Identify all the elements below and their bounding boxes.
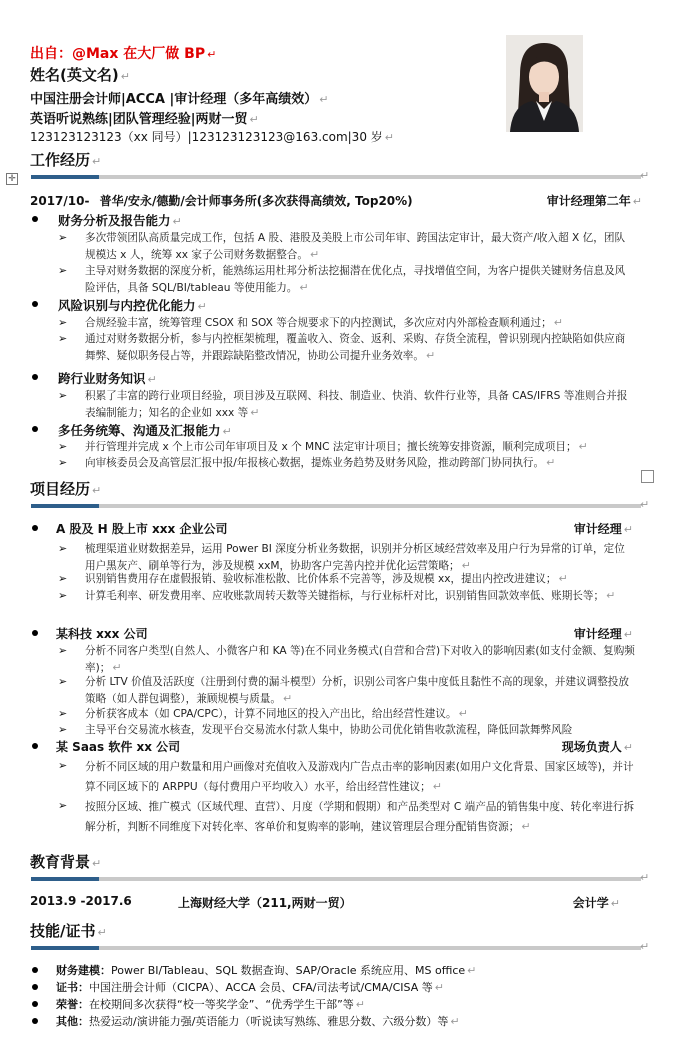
work-item-text: 多次带领团队高质量完成工作，包括 A 股、港股及美股上市公司年审、跨国法定审计，最大资产/收入超 X 亿，团队规模达 x 人，统筹 xx 家子公司财务数据整合。 (85, 232, 626, 261)
work-group-title: 多任务统筹、沟通及汇报能力 ↵ (58, 423, 232, 438)
section-divider-education (31, 877, 641, 881)
skill-item: 证书：中国注册会计师（CICPA）、ACCA 会员、CFA/司法考试/CMA/CISA 等 ↵ (56, 981, 444, 994)
skill-label: 其他： (56, 1015, 89, 1028)
arrow-bullet-icon: ➢ (58, 644, 68, 657)
work-group-title-text: 多任务统筹、沟通及汇报能力 (58, 423, 221, 438)
project-item-text: 计算毛利率、研发费用率、应收账款周转天数等关键指标，与行业标杆对比，识别销售回款效率低、账期长等； (85, 590, 605, 602)
project-role: 审计经理 (573, 522, 622, 536)
work-item-text: 合规经验丰富，统筹管理 CSOX 和 SOX 等合规要求下的内控测试，多次应对内外部检查顺利通过； (85, 317, 552, 329)
paragraph-mark: ↵ (640, 498, 650, 511)
project-item: 分析获客成本（如 CPA/CPC），计算不同地区的投入产出比，给出经营性建议。 ↵ (85, 707, 468, 720)
bullet-dot (32, 374, 38, 380)
work-item-text: 积累了丰富的跨行业项目经验，项目涉及互联网、科技、制造业、快消、软件行业等，具备 CAS/IFRS 等准则合并报表编制能力；知名的企业如 xxx 等 (85, 390, 628, 419)
skill-text: Power BI/Tableau、SQL 数据查询、SAP/Oracle 系统应用、MS office (111, 964, 466, 977)
bullet-dot (32, 301, 38, 307)
arrow-bullet-icon: ➢ (58, 332, 68, 345)
section-title-education-text: 教育背景 (30, 853, 91, 871)
bullet-dot (32, 1018, 38, 1024)
bullet-dot (32, 525, 38, 531)
work-role: 审计经理第二年 (546, 194, 631, 208)
education-period: 2013.9 -2017.6 (30, 894, 132, 908)
bullet-dot (32, 1001, 38, 1007)
title-line-2-text: 英语听说熟练|团队管理经验|两财一贸 (30, 112, 248, 127)
contact-text: 123123123123（xx 同号）|123123123123@163.com|30 岁 (30, 130, 383, 144)
arrow-bullet-icon: ➢ (58, 456, 68, 469)
work-item: 并行管理并完成 x 个上市公司年审项目及 x 个 MNC 法定审计项目；擅长统筹安排资源，顺利完成项目； ↵ (85, 440, 588, 453)
project-header: A 股及 H 股上市 xxx 企业公司 审计经理 ↵ (56, 522, 633, 536)
section-title-education: 教育背景 ↵ (30, 853, 102, 871)
source-text: 出自：@Max 在大厂做 BP (30, 46, 206, 62)
work-item-text: 并行管理并完成 x 个上市公司年审项目及 x 个 MNC 法定审计项目；擅长统筹安排资源，顺利完成项目； (85, 441, 577, 453)
skill-item: 其他：热爱运动/演讲能力强/英语能力（听说读写熟练、雅思分数、六级分数）等 ↵ (56, 1015, 460, 1028)
project-item: 梳理渠道业财数据差异，运用 Power BI 深度分析业务数据，识别并分析区域经营效率及用户行为异常的订单，定位用户黑灰产、刷单等行为，涉及规模 xxM，协助客户完善内控并优化运营策略； ↵ (85, 543, 625, 572)
work-group-title-text: 财务分析及报告能力 (58, 213, 171, 228)
arrow-bullet-icon: ➢ (58, 759, 68, 772)
bullet-dot (32, 743, 38, 749)
arrow-bullet-icon: ➢ (58, 316, 68, 329)
project-role: 审计经理 (573, 627, 622, 641)
section-title-work-text: 工作经历 (30, 151, 91, 169)
project-header: 某科技 xxx 公司 审计经理 ↵ (56, 627, 633, 641)
bullet-dot (32, 630, 38, 636)
arrow-bullet-icon: ➢ (58, 264, 68, 277)
work-group-title-text: 跨行业财务知识 (58, 371, 146, 386)
work-item: 合规经验丰富，统筹管理 CSOX 和 SOX 等合规要求下的内控测试，多次应对内外部检查顺利通过； ↵ (85, 316, 563, 329)
project-item (85, 722, 645, 739)
skill-item: 财务建模：Power BI/Tableau、SQL 数据查询、SAP/Oracle 系统应用、MS office ↵ (56, 964, 477, 977)
project-item: 识别销售费用存在虚假报销、验收标准松散、比价体系不完善等，涉及规模 xx，提出内控改进建议； ↵ (85, 572, 568, 585)
work-item-text: 通过对财务数据分析，参与内控框架梳理，覆盖收入、资金、返利、采购、存货全流程，曾识别现内控缺陷如供应商舞弊、疑似职务侵占等，并跟踪缺陷整改情况，协助公司提升业务效率。 (85, 333, 626, 362)
arrow-bullet-icon: ➢ (58, 542, 68, 555)
arrow-bullet-icon: ➢ (58, 440, 68, 453)
arrow-bullet-icon: ➢ (58, 572, 68, 585)
skill-label: 证书： (56, 981, 89, 994)
work-item: 主导对财务数据的深度分析，能熟练运用杜邦分析法挖掘潜在优化点，寻找增值空间，为客户提供关键财务信息及风险评估，具备 SQL/BI/tableau 等使用能力。 ↵ (85, 265, 626, 294)
skill-text: 在校期间多次获得“校一等奖学金”、“优秀学生干部”等 (89, 998, 354, 1011)
title-line-2: 英语听说熟练|团队管理经验|两财一贸 ↵ (30, 112, 259, 127)
name-text: 姓名(英文名) (30, 66, 119, 84)
education-school: 上海财经大学（211,两财一贸） (178, 896, 352, 910)
work-item: 积累了丰富的跨行业项目经验，项目涉及互联网、科技、制造业、快消、软件行业等，具备 CAS/IFRS 等准则合并报表编制能力；知名的企业如 xxx 等 ↵ (85, 390, 628, 419)
project-role: 现场负责人 (561, 740, 622, 754)
project-item-text: 分析不同区域的用户数量和用户画像对充值收入及游戏内广告点击率的影响因素(如用户文化背景、国家区域等)，并计算不同区域下的 ARPPU（每付费用户平均收入）水平，给出经营性建议； (85, 761, 634, 793)
education-major: 会计学 (572, 896, 609, 910)
paragraph-mark: ↵ (640, 871, 650, 884)
section-divider-work (31, 175, 641, 179)
skill-label: 财务建模： (56, 964, 111, 977)
bullet-dot (32, 984, 38, 990)
project-item: 分析不同区域的用户数量和用户画像对充值收入及游戏内广告点击率的影响因素(如用户文化背景、国家区域等)，并计算不同区域下的 ARPPU（每付费用户平均收入）水平，给出经营性建议； ↵ (85, 761, 634, 793)
arrow-bullet-icon: ➢ (58, 799, 68, 812)
work-item-text: 向审核委员会及高管层汇报中报/年报核心数据，提炼业务趋势及财务风险，推动跨部门协同执行。 (85, 457, 545, 469)
work-company: 普华/安永/德勤/会计师事务所(多次获得高绩效, Top20%) (99, 194, 413, 208)
source-line: 出自：@Max 在大厂做 BP ↵ (30, 46, 217, 62)
bullet-dot (32, 216, 38, 222)
paragraph-mark: ↵ (640, 169, 650, 182)
education-entry: 2013.9 -2017.6 上海财经大学（211,两财一贸） 会计学 ↵ (30, 894, 620, 910)
section-title-skills: 技能/证书 ↵ (30, 922, 107, 940)
arrow-bullet-icon: ➢ (58, 589, 68, 602)
project-title: 某 Saas 软件 xx 公司 (56, 740, 181, 754)
section-divider-skills (31, 946, 641, 950)
arrow-bullet-icon: ➢ (58, 723, 68, 736)
portrait-photo (506, 35, 583, 132)
contact-line: 123123123123（xx 同号）|123123123123@163.com|30 岁 ↵ (30, 130, 394, 144)
project-item-text: 识别销售费用存在虚假报销、验收标准松散、比价体系不完善等，涉及规模 xx，提出内控改进建议； (85, 573, 557, 585)
table-resize-handle[interactable] (641, 470, 654, 483)
bullet-dot (32, 426, 38, 432)
work-period: 2017/10- (30, 194, 90, 208)
arrow-bullet-icon: ➢ (58, 707, 68, 720)
section-title-project: 项目经历 ↵ (30, 480, 102, 498)
project-item-text: 梳理渠道业财数据差异，运用 Power BI 深度分析业务数据，识别并分析区域经营效率及用户行为异常的订单，定位用户黑灰产、刷单等行为，涉及规模 xxM，协助客户完善内控并优化运营策略； (85, 543, 625, 572)
work-group-title: 财务分析及报告能力 ↵ (58, 213, 182, 228)
project-item: 分析 LTV 价值及活跃度（注册到付费的漏斗模型）分析，识别公司客户集中度低且黏性不高的现象，并建议调整投放策略（如人群包调整），兼顾规模与质量。 ↵ (85, 676, 629, 705)
title-line-1: 中国注册会计师|ACCA |审计经理（多年高绩效） ↵ (30, 92, 329, 107)
skill-text: 热爱运动/演讲能力强/英语能力（听说读写熟练、雅思分数、六级分数）等 (89, 1015, 449, 1028)
work-entry-header: 2017/10- 普华/安永/德勤/会计师事务所(多次获得高绩效, Top20%) 审计经理第二年 ↵ (30, 194, 642, 208)
project-item: 按照分区域、推广模式（区域代理、直营）、月度（学期和假期）和产品类型对 C 端产品的销售集中度、转化率进行拆解分析，判断不同维度下对转化率、客单价和复购率的影响，建议管理层合理分配销售资源； ↵ (85, 801, 635, 833)
candidate-name: 姓名(英文名) ↵ (30, 66, 130, 84)
project-item-text: 分析获客成本（如 CPA/CPC），计算不同地区的投入产出比，给出经营性建议。 (85, 708, 457, 720)
arrow-bullet-icon: ➢ (58, 389, 68, 402)
arrow-bullet-icon: ➢ (58, 231, 68, 244)
bullet-dot (32, 967, 38, 973)
table-anchor-icon[interactable]: ✛ (6, 173, 18, 185)
work-group-title-text: 风险识别与内控优化能力 (58, 298, 196, 313)
skill-label: 荣誉： (56, 998, 89, 1011)
skill-item: 荣誉：在校期间多次获得“校一等奖学金”、“优秀学生干部”等 ↵ (56, 998, 366, 1011)
skill-text: 中国注册会计师（CICPA）、ACCA 会员、CFA/司法考试/CMA/CISA 等 (89, 981, 433, 994)
project-header: 某 Saas 软件 xx 公司 现场负责人 ↵ (56, 740, 633, 754)
work-item: 向审核委员会及高管层汇报中报/年报核心数据，提炼业务趋势及财务风险，推动跨部门协同执行。 ↵ (85, 456, 556, 469)
arrow-bullet-icon: ➢ (58, 675, 68, 688)
project-item: 计算毛利率、研发费用率、应收账款周转天数等关键指标，与行业标杆对比，识别销售回款效率低、账期长等； ↵ (85, 589, 616, 602)
project-item-text: 按照分区域、推广模式（区域代理、直营）、月度（学期和假期）和产品类型对 C 端产品的销售集中度、转化率进行拆解分析，判断不同维度下对转化率、客单价和复购率的影响，建议管理层合理分配销售资源； (85, 801, 635, 833)
portrait-icon (506, 35, 583, 132)
project-item-text: 分析不同客户类型(自然人、小微客户和 KA 等)在不同业务模式(自营和合营)下对收入的影响因素(如支付金额、复购频率)； (85, 645, 635, 674)
work-group-title: 跨行业财务知识 ↵ (58, 371, 157, 386)
work-item-text: 主导对财务数据的深度分析，能熟练运用杜邦分析法挖掘潜在优化点，寻找增值空间，为客户提供关键财务信息及风险评估，具备 SQL/BI/tableau 等使用能力。 (85, 265, 626, 294)
title-line-1-text: 中国注册会计师|ACCA |审计经理（多年高绩效） (30, 92, 318, 107)
section-title-work: 工作经历 ↵ (30, 151, 102, 169)
project-title: A 股及 H 股上市 xxx 企业公司 (56, 522, 228, 536)
project-title: 某科技 xxx 公司 (56, 627, 148, 641)
paragraph-mark: ↵ (640, 940, 650, 953)
work-item: 通过对财务数据分析，参与内控框架梳理，覆盖收入、资金、返利、采购、存货全流程，曾识别现内控缺陷如供应商舞弊、疑似职务侵占等，并跟踪缺陷整改情况，协助公司提升业务效率。 ↵ (85, 333, 626, 362)
section-title-skills-text: 技能/证书 (30, 922, 96, 940)
section-divider-project (31, 504, 641, 508)
section-title-project-text: 项目经历 (30, 480, 91, 498)
work-item: 多次带领团队高质量完成工作，包括 A 股、港股及美股上市公司年审、跨国法定审计，最大资产/收入超 X 亿，团队规模达 x 人，统筹 xx 家子公司财务数据整合。 ↵ (85, 232, 626, 261)
project-item-text: 分析 LTV 价值及活跃度（注册到付费的漏斗模型）分析，识别公司客户集中度低且黏性不高的现象，并建议调整投放策略（如人群包调整），兼顾规模与质量。 (85, 676, 629, 705)
project-item-text: 主导平台交易流水核查，发现平台交易流水付款人集中，协助公司优化销售收款流程，降低回款舞弊风险 (85, 724, 573, 736)
project-item: 分析不同客户类型(自然人、小微客户和 KA 等)在不同业务模式(自营和合营)下对收入的影响因素(如支付金额、复购频率)； ↵ (85, 645, 635, 674)
work-group-title: 风险识别与内控优化能力 ↵ (58, 298, 207, 313)
